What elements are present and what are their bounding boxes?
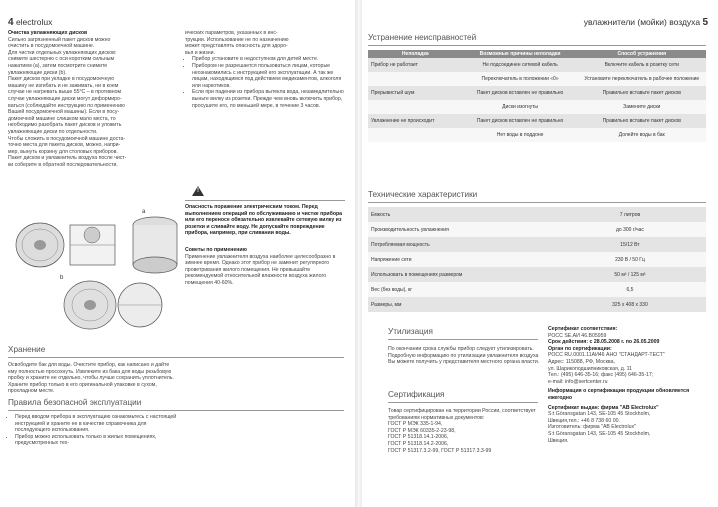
troubleshoot-row <box>368 72 706 86</box>
right-page <box>362 0 718 507</box>
certificate-line: Срок действия: с 28.05.2008 г. по 26.05.2009 <box>548 339 660 346</box>
cleaning-title: Очистка увлажняющих дисков <box>8 30 88 36</box>
cell-cause: Пакет дисков вставлен не правильно <box>463 114 578 128</box>
specs-table <box>368 207 706 312</box>
col2-line: ических параметров, указанных в инс- <box>185 30 278 36</box>
spec-row <box>368 207 706 222</box>
cleaning-line: увлажняющие диски (b). <box>8 69 67 76</box>
certificate-line: Адрес: 115088, РФ, Москва, <box>548 358 615 365</box>
left-header <box>8 17 52 28</box>
col2-line: может представлять опасность для здоро- <box>185 43 288 50</box>
disposal-text: По окончании срока службы прибор следует утилизировать. Подробную информацию по утилизации увлажнителя воздуха Вы можете получить у представителя местного органа власти. <box>388 346 540 366</box>
left-page-number: 4 <box>8 17 14 28</box>
troubleshoot-title: Устранение неисправностей <box>368 33 477 42</box>
cell-fix: Правильно вставьте пакет дисков <box>578 86 706 100</box>
standard-line: ГОСТ Р МЭК 60335-2-23-98, <box>388 427 456 434</box>
spec-name: Емкость <box>368 207 554 222</box>
cell-cause: Нет воды в поддоне <box>463 128 578 142</box>
cell-problem: Увлажнение не происходит <box>368 114 463 128</box>
tips-section <box>185 247 347 287</box>
certificate-issuer <box>548 405 710 445</box>
certification-section <box>388 408 543 454</box>
storage-title: Хранение <box>8 345 46 354</box>
spec-value: 6,5 <box>554 282 706 297</box>
label-a: a <box>142 209 146 215</box>
bullet-item: • Перед вводом прибора в эксплуатацию ознакомьтесь с настоящей инструкцией и храните ее в качестве справочника для последующего использования. <box>15 414 178 434</box>
disc-pack-illustration <box>16 223 64 267</box>
certificate-line: S:t Göransgatan 143, SE-105 45 Stockholm, <box>548 411 651 418</box>
spec-row <box>368 282 706 297</box>
standard-line: ГОСТ Р 51318.14.2-2006, <box>388 440 449 447</box>
troubleshoot-row <box>368 128 706 142</box>
label-b: b <box>60 275 64 281</box>
cleaning-line: необходимо разобрать пакет дисков и уложить <box>8 122 122 129</box>
right-header-title: увлажнители (мойки) воздуха <box>583 17 701 27</box>
specs-title: Технические характеристики <box>368 190 478 199</box>
bullet-item: • Прибором не разрешается пользоваться лицам, которые неознакомились с инструкцией его эксплуатации. А так же лицам, находящимся под действием медикаментов, алкоголя или наркотиков. <box>192 63 347 89</box>
cell-fix: Долейте воды в бак <box>578 128 706 142</box>
cell-problem <box>368 72 463 86</box>
spec-name: Потребляемая мощность <box>368 237 554 252</box>
cell-problem <box>368 100 463 114</box>
cleaning-line: машину не изгибать и не зажимать, ни в коем <box>8 82 119 89</box>
cleaning-line: Пакет дисков при укладке в посудомоечную <box>8 76 114 83</box>
cleaning-line: Чтобы сложить в посудомоечной машине доста- <box>8 135 126 142</box>
certificate-line: Изготовитель: фирма "AB Electrolux" <box>548 424 636 431</box>
troubleshoot-rule <box>368 45 706 46</box>
safety-continued <box>185 30 347 109</box>
col2-text <box>185 30 347 56</box>
troubleshoot-row <box>368 86 706 100</box>
cell-problem <box>368 128 463 142</box>
specs-rule <box>368 202 706 203</box>
troubleshoot-table <box>368 50 706 142</box>
certificate-line: S:t Göransgatan 143, SE-105 45 Stockholm, <box>548 430 651 437</box>
cell-fix: Установите переключатель в рабочее положение <box>578 72 706 86</box>
cleaning-line: Вашей посудомоечной машины). Если в посу- <box>8 109 120 116</box>
storage-rule <box>8 357 344 358</box>
col-header-problem: Неполадка <box>368 50 463 58</box>
troubleshoot-row <box>368 58 706 72</box>
cleaning-line: Сильно загрязненный пакет дисков можно <box>8 36 111 43</box>
spec-row <box>368 222 706 237</box>
warning-icon: ! <box>192 186 204 196</box>
certificate-line: Сертификат соответствия: <box>548 326 618 332</box>
cleaning-line: ваться (соблюдайте инструкцию по применению <box>8 102 125 109</box>
troubleshoot-header-row <box>368 50 706 58</box>
certificate-line: РОСС RU.0001.11АИ46 АНО "СТАНДАРТ-ТЕСТ" <box>548 352 665 359</box>
cell-problem: Прибор не работает <box>368 58 463 72</box>
tips-title: Советы по применению <box>185 247 247 253</box>
spec-value: 15/12 Вт <box>554 237 706 252</box>
cleaning-section <box>8 30 178 168</box>
col2-bullets <box>185 56 347 109</box>
spec-name: Размеры, мм <box>368 297 554 312</box>
spec-row <box>368 237 706 252</box>
disposal-title: Утилизация <box>388 327 433 336</box>
left-page <box>0 0 356 507</box>
cleaning-line: снимите шестерню с оси коротким сильным <box>8 56 115 63</box>
certificate-line: Орган по сертификации: <box>548 345 612 352</box>
certificate-line: Швеция,тел.: +46 8 738 60 00. <box>548 417 620 424</box>
certificate-details <box>548 326 710 385</box>
col-header-cause: Возможные причины неполадки <box>463 50 578 58</box>
spec-name: Производительность увлажнения <box>368 222 554 237</box>
certificate-line: ул. Шарикоподшипниковская, д. 11 <box>548 365 633 372</box>
cleaning-text <box>8 37 178 169</box>
spec-value: 230 В / 50 Гц <box>554 252 706 267</box>
cleaning-line: увлажняющие диски по отдельности. <box>8 128 98 135</box>
certificate-line: Швеция. <box>548 437 569 444</box>
warning-rule <box>185 200 345 201</box>
standard-line: ГОСТ Р 51317.3.2-99, ГОСТ Р 51317.3.3-99 <box>388 447 492 454</box>
certificate-info <box>548 326 710 444</box>
certificate-line: Тел.: (495) 646-35-16; факс (495) 646-35-17; <box>548 372 654 379</box>
brand-name: electrolux <box>15 17 53 27</box>
certification-text: Товар сертифицирован на территории России, соответствует требованиям нормативных документов: <box>388 408 536 421</box>
disposal-rule <box>388 339 538 340</box>
cell-cause: Не подсоединен сетевой кабель <box>463 58 578 72</box>
safety-title: Правила безопасной эксплуатации <box>8 398 142 407</box>
cell-fix: Включите кабель в розетку сети <box>578 58 706 72</box>
certification-standards <box>388 421 543 454</box>
cleaning-line: очистить в посудомоечной машине. <box>8 43 95 50</box>
cell-problem: Прерывистый шум <box>368 86 463 100</box>
cleaning-line: точно места для пакета дисков, можно, напри- <box>8 142 121 149</box>
safety-section <box>8 414 178 447</box>
spec-name: Напряжение сети <box>368 252 554 267</box>
bullet-item: • Прибор установите в недоступном для детей месте. <box>192 56 347 63</box>
disc-single-illustration <box>60 275 162 329</box>
disc-cylinder-illustration <box>133 209 177 273</box>
certification-title: Сертификация <box>388 390 445 399</box>
tips-text: Применение увлажнителя воздуха наиболее целесообразно в зимнее время. Однако этот прибор не заменит регулярного проветривания жилого помещения. Не превышайте рекомендуемой относительной влажности воздуха жилого помещения 40-60%. <box>185 253 336 286</box>
col2-line: трукции. Использование не по назначению <box>185 36 289 43</box>
troubleshoot-row <box>368 114 706 128</box>
cleaning-line: ки соберите в обратной последовательности. <box>8 161 118 168</box>
standard-line: ГОСТ Р МЭК 335-1-94, <box>388 421 443 428</box>
bullet-item: • Прибор можно использовать только в жилых помещениях, предусмотренных тех- <box>15 434 178 447</box>
cleaning-line: Для чистки отдельных увлажняющих дисков: <box>8 49 117 56</box>
cleaning-line: случае не нагревать выше 55°C – в противном <box>8 89 122 96</box>
dishwasher-illustration <box>70 225 115 265</box>
right-header <box>584 17 708 28</box>
certification-rule <box>388 402 538 403</box>
col-header-fix: Способ устранения <box>578 50 706 58</box>
spec-value: до 300 г/час <box>554 222 706 237</box>
cleaning-line: мер, вынуть корзину для столовых приборов. <box>8 148 118 155</box>
certificate-line: Сертификат выдан: фирма "AB Electrolux" <box>548 404 659 411</box>
spec-name: Использовать в помещениях размером <box>368 267 554 282</box>
danger-warning: Опасность поражение электрическим током. Перед выполнением операций по обслуживанию и чистке прибора или его переносе обязательно извлекайте сетевую вилку из розетки и сливайте воду. Не допускайте повреждение прибора, например, при сливании воды. <box>185 204 343 237</box>
storage-text: Освободите бак для воды. Очистите прибор, как написано и дайте ему полностью просохнуть. Извлеките из бака для воды резьбовую пробку и храните ее отдельно, чтобы лучше сохранить уплотнитель. Храните прибор только в его оригинальной упаковке в сухом, прохладном месте. <box>8 362 174 395</box>
cleaning-line: Пакет дисков и увлажнитель воздуха после чист- <box>8 155 127 162</box>
troubleshoot-row <box>368 100 706 114</box>
spec-name: Вес (без воды), кг <box>368 282 554 297</box>
cleaning-line: домоечной машине слишком мало места, то <box>8 115 116 122</box>
certificate-update-note: Информация о сертификации продукции обновляется ежегодно <box>548 388 690 401</box>
cell-cause: Переключатель в положении «0» <box>463 72 578 86</box>
right-page-number: 5 <box>702 17 708 28</box>
cleaning-line: нажатием (a), затем посмотрите снимите <box>8 62 108 69</box>
certificate-line: РОСС SE.АИ 46.B05959 <box>548 332 607 339</box>
spec-value: 7 литров <box>554 207 706 222</box>
safety-rule <box>8 410 344 411</box>
spec-value: 325 x 408 x 330 <box>554 297 706 312</box>
standard-line: ГОСТ Р 51318.14.1-2006, <box>388 434 449 441</box>
bullet-item: • Если при падении из прибора вытекла вода, незамедлительно выньте вилку из розетки. Прежде чем вновь включить прибор, просушите его, по меньшей мере, в течение 3 часов. <box>192 89 347 109</box>
cell-fix: Замените диски <box>578 100 706 114</box>
spec-row <box>368 297 706 312</box>
cleaning-line: случае увлажняющие диски могут деформиро- <box>8 95 122 102</box>
safety-bullets <box>8 414 178 447</box>
spec-row <box>368 252 706 267</box>
disc-illustrations <box>10 205 180 335</box>
cell-cause: Диски изогнуты <box>463 100 578 114</box>
cell-fix: Правильно вставьте пакет дисков <box>578 114 706 128</box>
certificate-line: e-mail: info@sertcenter.ru <box>548 378 608 385</box>
spec-row <box>368 267 706 282</box>
spec-value: 50 м² / 125 м³ <box>554 267 706 282</box>
col2-line: вья и жизни. <box>185 49 215 56</box>
cell-cause: Пакет дисков вставлен не правильно <box>463 86 578 100</box>
